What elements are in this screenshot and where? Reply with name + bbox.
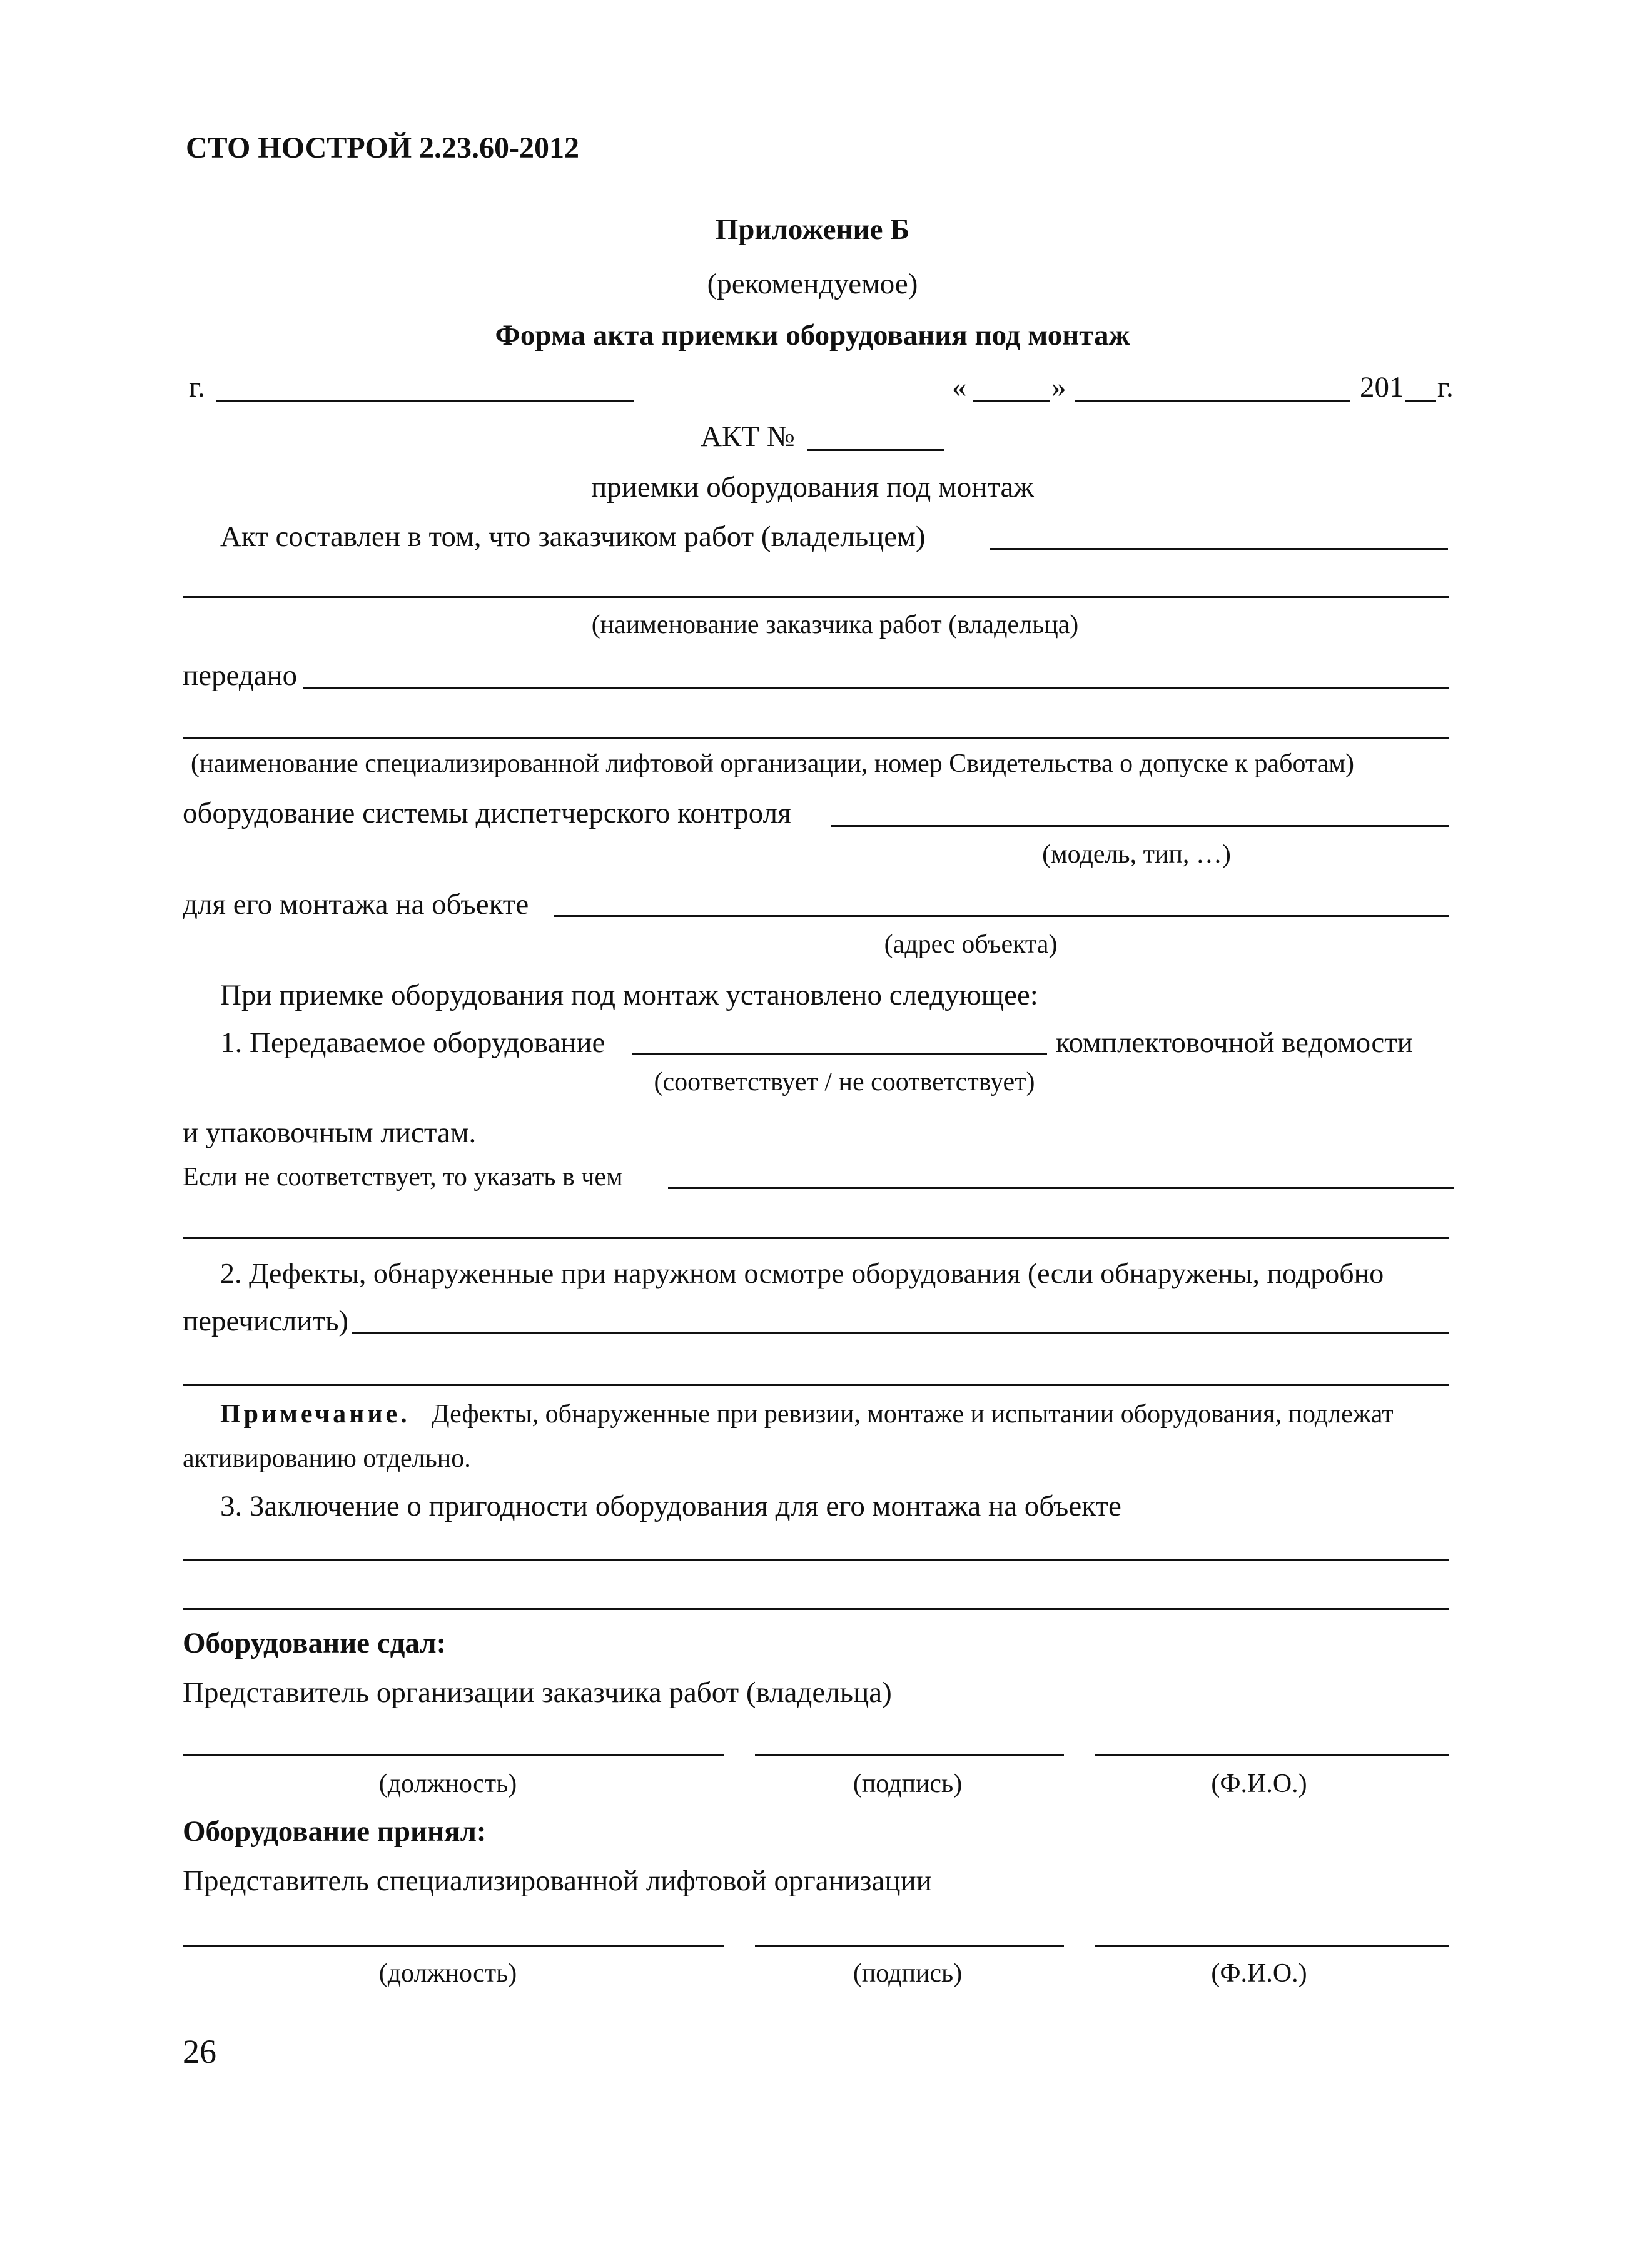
act-subtitle: приемки оборудования под монтаж	[591, 471, 1034, 504]
handed-fio-blank	[1095, 1754, 1449, 1756]
accepted-fio-caption: (Ф.И.О.)	[1211, 1959, 1307, 1988]
object-blank	[554, 915, 1449, 917]
city-blank	[216, 400, 634, 402]
handed-signature-caption: (подпись)	[853, 1769, 963, 1798]
date-quote-open: «	[952, 371, 967, 403]
intro-text: Акт составлен в том, что заказчиком работ (владельцем)	[220, 520, 926, 553]
item2-text: 2. Дефекты, обнаруженные при наружном осмотре оборудования (если обнаружены, подробно	[220, 1257, 1384, 1289]
transferred-label: передано	[183, 659, 298, 692]
form-title: Форма акта приемки оборудования под монтаж	[495, 319, 1130, 352]
item1-packing: и упаковочным листам.	[183, 1116, 477, 1149]
note-label: Примечание.	[220, 1400, 410, 1429]
address-caption: (адрес объекта)	[884, 930, 1058, 959]
item2-blank	[352, 1332, 1449, 1334]
handed-signature-blank	[755, 1754, 1064, 1756]
accepted-signature-caption: (подпись)	[853, 1959, 963, 1988]
item2-list-label: перечислить)	[183, 1305, 349, 1337]
accepted-fio-blank	[1095, 1945, 1449, 1947]
act-number-label: АКТ №	[701, 420, 795, 453]
act-number-blank	[807, 449, 944, 451]
year-prefix: 201	[1360, 371, 1404, 403]
accepted-title: Оборудование принял:	[183, 1815, 487, 1848]
mismatch-blank-2	[183, 1237, 1449, 1239]
accepted-position-blank	[183, 1945, 724, 1947]
object-label: для его монтажа на объекте	[183, 888, 529, 921]
org-caption: (наименование специализированной лифтовой организации, номер Свидетельства о допуске к работам)	[191, 749, 1354, 778]
mismatch-label: Если не соответствует, то указать в чем	[183, 1163, 623, 1192]
note-text-2: активированию отдельно.	[183, 1444, 471, 1473]
model-caption: (модель, тип, …)	[1042, 840, 1231, 869]
item1-blank	[632, 1053, 1047, 1055]
conclusion-blank	[183, 1559, 1449, 1561]
item1-text: 1. Передаваемое оборудование	[220, 1026, 605, 1059]
equipment-blank	[831, 825, 1449, 827]
page-number: 26	[183, 2033, 216, 2070]
city-prefix: г.	[189, 371, 205, 403]
accepted-position-caption: (должность)	[378, 1959, 517, 1988]
accepted-rep: Представитель специализированной лифтовой организации	[183, 1865, 932, 1897]
owner-blank	[990, 548, 1448, 550]
appendix-title: Приложение Б	[715, 213, 910, 246]
accepted-signature-blank	[755, 1945, 1064, 1947]
handed-fio-caption: (Ф.И.О.)	[1211, 1769, 1307, 1798]
standard-code: СТО НОСТРОЙ 2.23.60-2012	[186, 131, 580, 165]
conclusion-blank-2	[183, 1608, 1449, 1610]
month-blank	[1075, 400, 1350, 402]
note-text: Дефекты, обнаруженные при ревизии, монтаже и испытании оборудования, подлежат	[432, 1400, 1394, 1429]
handed-position-blank	[183, 1754, 724, 1756]
owner-blank-2	[183, 596, 1449, 598]
year-blank	[1405, 400, 1436, 402]
handed-position-caption: (должность)	[378, 1769, 517, 1798]
equipment-label: оборудование системы диспетчерского контроля	[183, 797, 791, 829]
established-text: При приемке оборудования под монтаж установлено следующее:	[220, 979, 1038, 1011]
item2-blank-2	[183, 1384, 1449, 1386]
year-suffix: г.	[1437, 371, 1454, 403]
item1-tail: комплектовочной ведомости	[1056, 1026, 1413, 1059]
day-blank	[973, 400, 1050, 402]
org-blank	[303, 687, 1449, 689]
item1-caption: (соответствует / не соответствует)	[654, 1068, 1035, 1096]
handed-title: Оборудование сдал:	[183, 1627, 447, 1659]
handed-rep: Представитель организации заказчика работ (владельца)	[183, 1676, 892, 1709]
appendix-status: (рекомендуемое)	[707, 268, 918, 300]
date-quote-close: »	[1051, 371, 1066, 403]
item3-text: 3. Заключение о пригодности оборудования для его монтажа на объекте	[220, 1490, 1121, 1522]
owner-caption: (наименование заказчика работ (владельца)	[591, 610, 1079, 639]
org-blank-2	[183, 737, 1449, 739]
mismatch-blank	[668, 1187, 1454, 1189]
